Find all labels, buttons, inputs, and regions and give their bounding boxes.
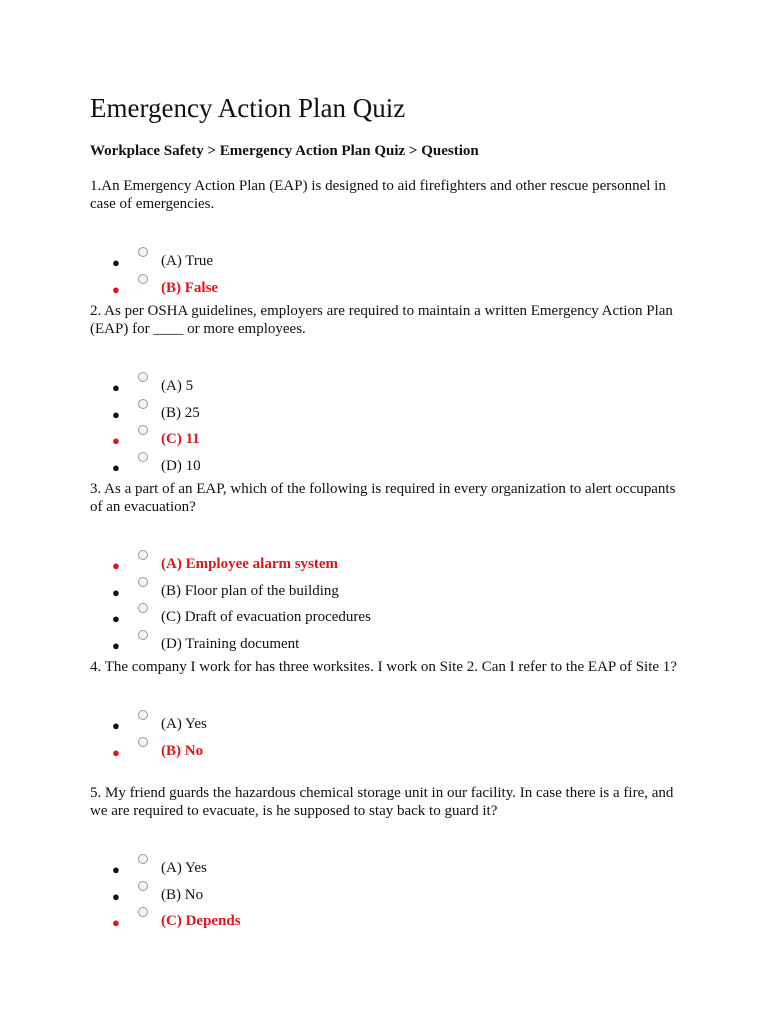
radio-button[interactable] — [138, 452, 148, 462]
option-item[interactable] — [90, 375, 680, 402]
question-text: 4. The company I work for has three worksites. I work on Site 2. Can I refer to the EAP of Site 1? — [90, 659, 677, 675]
radio-button[interactable] — [138, 710, 148, 720]
radio-button[interactable] — [138, 274, 148, 284]
radio-button[interactable] — [138, 737, 148, 747]
bullet-icon: ● — [112, 638, 120, 654]
option-item[interactable] — [90, 250, 680, 277]
radio-button[interactable] — [138, 425, 148, 435]
page-title: Emergency Action Plan Quiz — [90, 93, 406, 123]
option-item[interactable] — [90, 910, 680, 937]
bullet-icon: ● — [112, 255, 120, 270]
option-item[interactable] — [90, 740, 680, 767]
question-4 — [90, 658, 680, 766]
option-label[interactable]: (A) 5 — [161, 378, 194, 394]
bullet-icon: ● — [112, 281, 120, 297]
radio-button[interactable] — [138, 550, 148, 560]
option-label[interactable]: (B) Floor plan of the building — [161, 582, 339, 599]
option-label[interactable]: (C) Depends — [161, 913, 241, 930]
option-label[interactable]: (A) True — [161, 253, 214, 269]
option-label[interactable]: (A) Employee alarm system — [161, 556, 339, 572]
question-text: 1.An Emergency Action Plan (EAP) is designed to aid firefighters and other rescue personnel in case of emergencies. — [90, 178, 666, 212]
radio-button[interactable] — [138, 881, 148, 891]
option-item[interactable] — [90, 606, 680, 633]
option-label[interactable]: (B) No — [161, 886, 204, 903]
bullet-icon: ● — [112, 718, 120, 733]
option-label[interactable]: (A) Yes — [161, 860, 207, 876]
option-item[interactable] — [90, 580, 680, 607]
bullet-icon: ● — [112, 558, 120, 573]
radio-button[interactable] — [138, 247, 148, 257]
option-item[interactable] — [90, 884, 680, 911]
option-item[interactable] — [90, 402, 680, 429]
question-text: 3. As a part of an EAP, which of the following is required in every organization to alert occupants of an evacuation? — [90, 481, 676, 515]
bullet-icon: ● — [112, 406, 120, 422]
option-item[interactable] — [90, 633, 680, 660]
breadcrumb: Workplace Safety > Emergency Action Plan Quiz > Question — [90, 143, 479, 159]
option-item[interactable] — [90, 553, 680, 580]
option-list — [90, 250, 680, 303]
bullet-icon: ● — [112, 915, 120, 931]
question-2 — [90, 302, 680, 482]
option-label[interactable]: (B) False — [161, 279, 219, 296]
question-text: 2. As per OSHA guidelines, employers are required to maintain a written Emergency Action Plan (EAP) for ____ or more employees. — [90, 303, 673, 337]
option-list — [90, 553, 680, 660]
option-item[interactable] — [90, 857, 680, 884]
bullet-icon: ● — [112, 888, 120, 904]
radio-button[interactable] — [138, 630, 148, 640]
radio-button[interactable] — [138, 603, 148, 613]
option-list — [90, 375, 680, 482]
option-label[interactable]: (D) 10 — [161, 458, 201, 475]
question-3 — [90, 480, 680, 660]
option-item[interactable] — [90, 277, 680, 304]
option-label[interactable]: (B) 25 — [161, 404, 200, 421]
option-list — [90, 713, 680, 766]
radio-button[interactable] — [138, 577, 148, 587]
bullet-icon: ● — [112, 744, 120, 760]
bullet-icon: ● — [112, 611, 120, 627]
option-item[interactable] — [90, 713, 680, 740]
radio-button[interactable] — [138, 907, 148, 917]
bullet-icon: ● — [112, 380, 120, 395]
radio-button[interactable] — [138, 372, 148, 382]
option-label[interactable]: (B) No — [161, 742, 204, 759]
question-1 — [90, 177, 680, 303]
question-5 — [90, 784, 680, 937]
bullet-icon: ● — [112, 584, 120, 600]
question-text: 5. My friend guards the hazardous chemical storage unit in our facility. In case there is a fire, and we are required to evacuate, is he supposed to stay back to guard it? — [90, 785, 674, 819]
option-label[interactable]: (C) Draft of evacuation procedures — [161, 609, 371, 626]
radio-button[interactable] — [138, 399, 148, 409]
bullet-icon: ● — [112, 862, 120, 877]
bullet-icon: ● — [112, 433, 120, 449]
bullet-icon: ● — [112, 460, 120, 476]
option-item[interactable] — [90, 428, 680, 455]
option-label[interactable]: (D) Training document — [161, 636, 300, 653]
option-label[interactable]: (A) Yes — [161, 716, 207, 732]
option-label[interactable]: (C) 11 — [161, 431, 200, 448]
option-list — [90, 857, 680, 937]
radio-button[interactable] — [138, 854, 148, 864]
option-item[interactable] — [90, 455, 680, 482]
